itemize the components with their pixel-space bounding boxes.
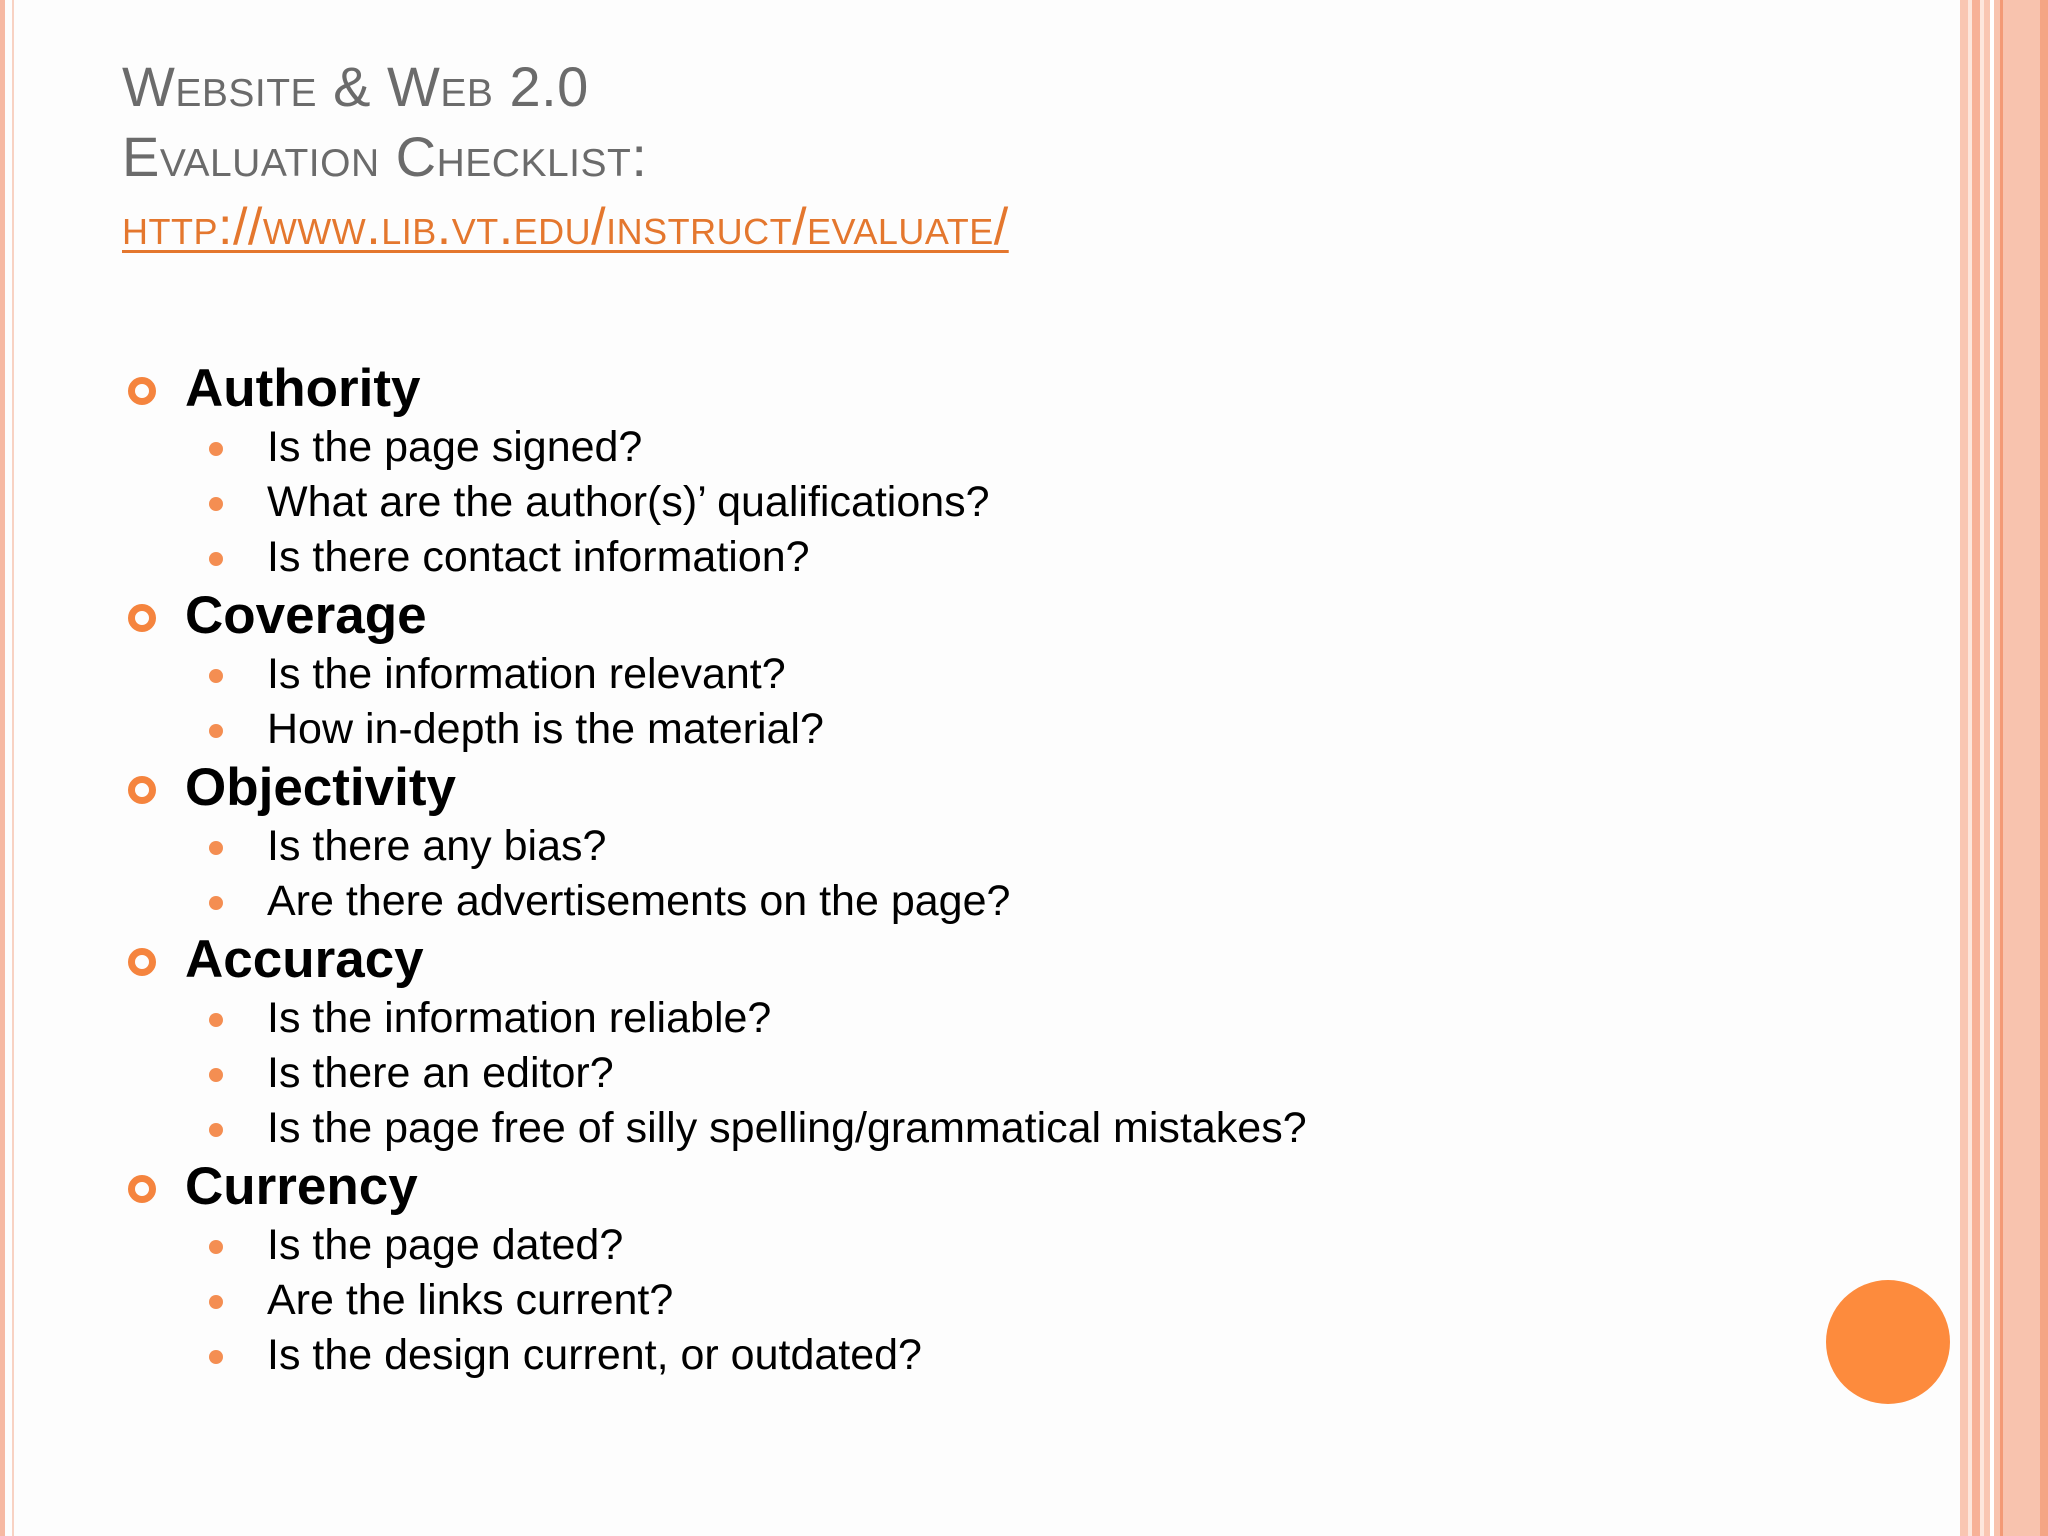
section-heading-row: [0, 929, 1800, 991]
ring-bullet-icon: [128, 1175, 156, 1203]
evaluate-link[interactable]: http://www.lib.vt.edu/instruct/evaluate/: [122, 198, 1009, 256]
list-item: [0, 1218, 1800, 1273]
list-item: [0, 819, 1800, 874]
question-list: [0, 991, 1800, 1156]
checklist-section-authority: [0, 358, 1800, 585]
checklist-section-currency: [0, 1156, 1800, 1383]
dot-bullet-icon: [209, 497, 223, 511]
right-stripe: [2040, 0, 2048, 1536]
dot-bullet-icon: [209, 724, 223, 738]
section-heading-row: [0, 585, 1800, 647]
question-list: [0, 819, 1800, 929]
question-text: Is the information reliable?: [267, 994, 772, 1042]
question-text: Is the design current, or outdated?: [267, 1331, 922, 1379]
ring-bullet-icon: [128, 776, 156, 804]
question-text: Is there contact information?: [267, 533, 810, 581]
section-heading-row: [0, 358, 1800, 420]
section-heading-row: [0, 757, 1800, 819]
question-text: Are the links current?: [267, 1276, 674, 1324]
question-list: [0, 647, 1800, 757]
section-heading: Currency: [185, 1157, 418, 1216]
dot-bullet-icon: [209, 1123, 223, 1137]
question-text: Are there advertisements on the page?: [267, 877, 1011, 925]
list-item: [0, 874, 1800, 929]
title-line-1: Website & Web 2.0: [122, 55, 589, 118]
ring-bullet-icon: [128, 948, 156, 976]
question-text: Is there any bias?: [267, 822, 607, 870]
right-stripe: [1960, 0, 1968, 1536]
question-text: Is the page dated?: [267, 1221, 624, 1269]
ring-bullet-icon: [128, 604, 156, 632]
list-item: [0, 647, 1800, 702]
ring-bullet-icon: [128, 377, 156, 405]
slide-title: [122, 52, 1009, 262]
dot-bullet-icon: [209, 1240, 223, 1254]
dot-bullet-icon: [209, 442, 223, 456]
checklist-section-coverage: [0, 585, 1800, 757]
list-item: [0, 530, 1800, 585]
list-item: [0, 1273, 1800, 1328]
section-heading: Coverage: [185, 586, 427, 645]
right-stripe: [1972, 0, 1980, 1536]
section-heading: Accuracy: [185, 930, 424, 989]
section-heading-row: [0, 1156, 1800, 1218]
question-text: What are the author(s)’ qualifications?: [267, 478, 990, 526]
dot-bullet-icon: [209, 1068, 223, 1082]
question-text: Is there an editor?: [267, 1049, 614, 1097]
list-item: [0, 420, 1800, 475]
list-item: [0, 475, 1800, 530]
decorative-orange-circle: [1826, 1280, 1950, 1404]
dot-bullet-icon: [209, 1295, 223, 1309]
list-item: [0, 1328, 1800, 1383]
list-item: [0, 1046, 1800, 1101]
question-list: [0, 1218, 1800, 1383]
question-list: [0, 420, 1800, 585]
section-heading: Objectivity: [185, 758, 456, 817]
list-item: [0, 702, 1800, 757]
dot-bullet-icon: [209, 1350, 223, 1364]
dot-bullet-icon: [209, 896, 223, 910]
checklist-section-objectivity: [0, 757, 1800, 929]
section-heading: Authority: [185, 359, 421, 418]
question-text: Is the information relevant?: [267, 650, 786, 698]
question-text: How in-depth is the material?: [267, 705, 824, 753]
list-item: [0, 991, 1800, 1046]
dot-bullet-icon: [209, 1013, 223, 1027]
dot-bullet-icon: [209, 841, 223, 855]
dot-bullet-icon: [209, 669, 223, 683]
question-text: Is the page signed?: [267, 423, 643, 471]
title-line-2: Evaluation Checklist:: [122, 125, 648, 188]
dot-bullet-icon: [209, 552, 223, 566]
checklist-section-accuracy: [0, 929, 1800, 1156]
right-stripe: [2000, 0, 2003, 1536]
list-item: [0, 1101, 1800, 1156]
question-text: Is the page free of silly spelling/grammatical mistakes?: [267, 1104, 1307, 1152]
evaluation-checklist: [0, 358, 1800, 1383]
